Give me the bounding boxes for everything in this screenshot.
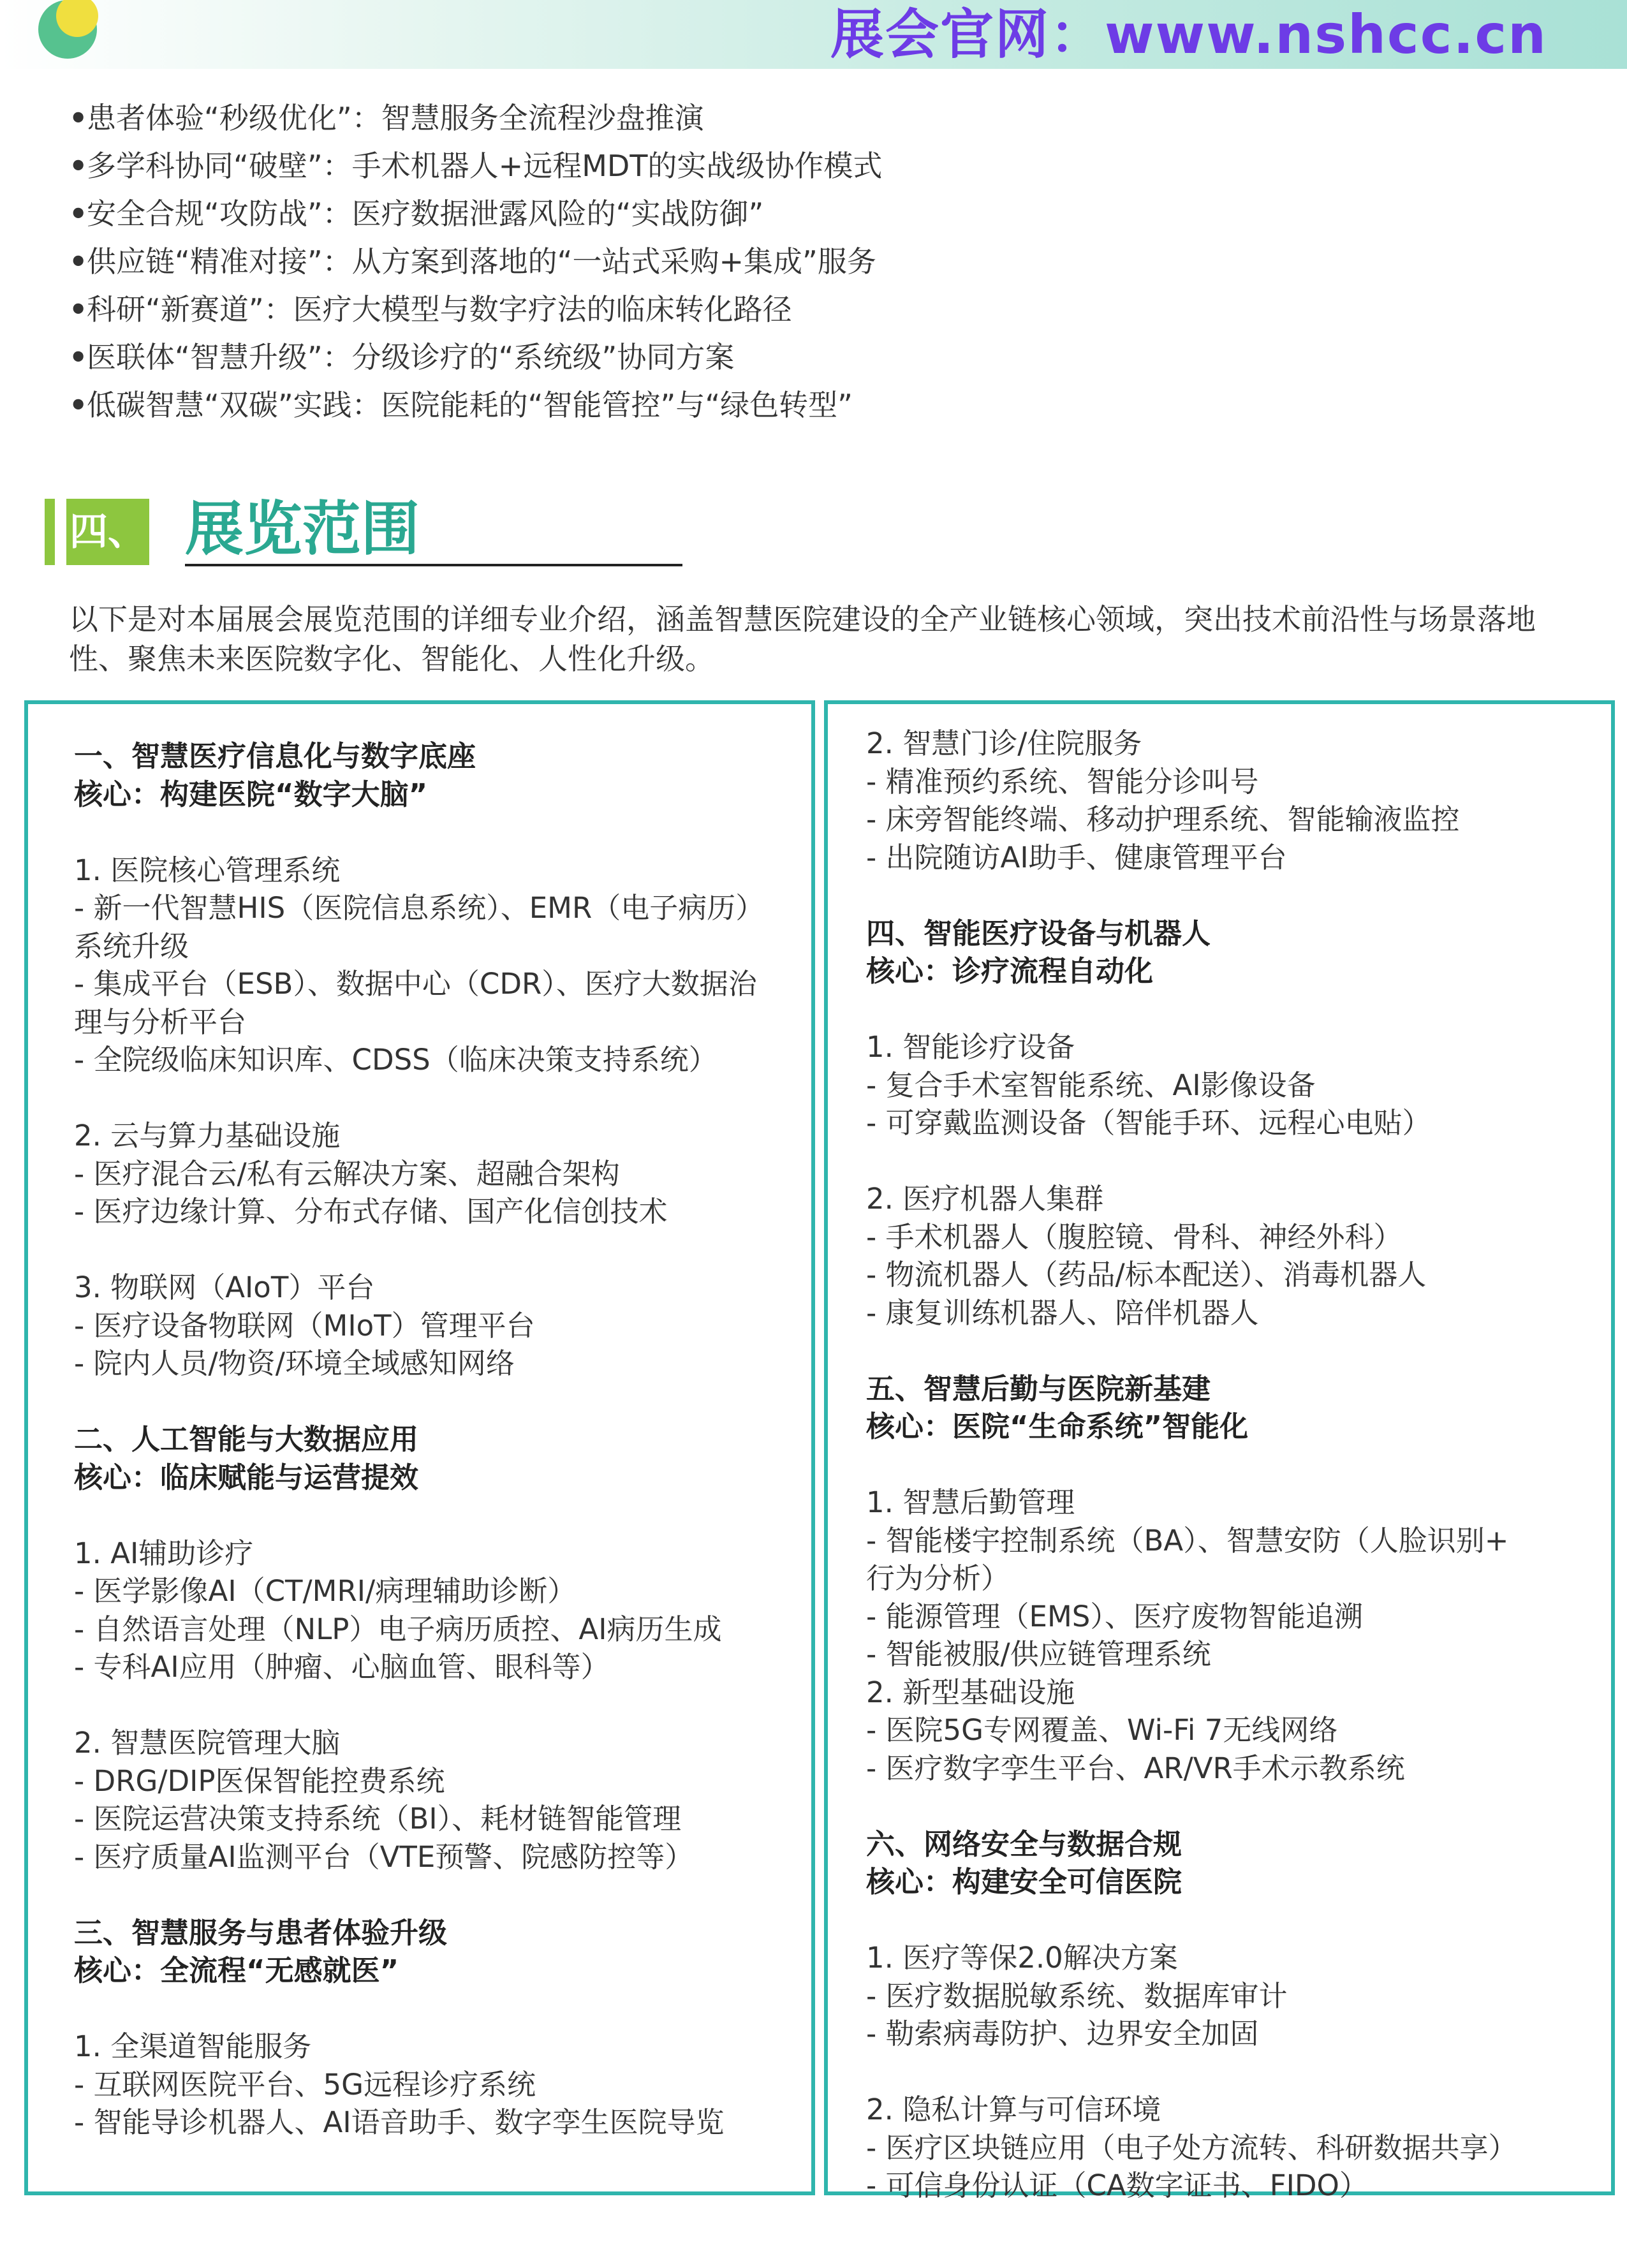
highlights-list [69, 94, 882, 429]
content-line: 系统升级 [74, 929, 189, 963]
content-line: - 互联网医院平台、5G远程诊疗系统 [74, 2067, 536, 2102]
highlight-item [69, 190, 882, 238]
content-line: 行为分析） [866, 1561, 1010, 1595]
spacer [74, 1686, 807, 1725]
spacer [866, 990, 1606, 1029]
content-line: 2. 医疗机器人集群 [866, 1182, 1104, 1216]
content-line: - 智能被服/供应链管理系统 [866, 1637, 1211, 1671]
category-heading: 一、智慧医疗信息化与数字底座 [74, 739, 476, 773]
left-column [74, 737, 807, 2142]
content-line: 1. 智慧后勤管理 [866, 1485, 1075, 1519]
spacer [74, 1496, 807, 1535]
category-heading: 核心：全流程“无感就医” [74, 1954, 399, 1987]
content-line: 1. 全渠道智能服务 [74, 2029, 312, 2063]
bullet-icon: • [69, 388, 88, 422]
content-line: - 自然语言处理（NLP）电子病历质控、AI病历生成 [74, 1612, 722, 1646]
content-line: 1. 医疗等保2.0解决方案 [866, 1941, 1178, 1975]
category-heading: 核心：构建医院“数字大脑” [74, 777, 428, 811]
section-accent-bar [45, 499, 55, 565]
highlight-item [69, 142, 882, 190]
content-line: - 医学影像AI（CT/MRI/病理辅助诊断） [74, 1574, 577, 1608]
content-line: - 出院随访AI助手、健康管理平台 [866, 840, 1287, 874]
content-line: - 康复训练机器人、陪伴机器人 [866, 1295, 1259, 1330]
content-line: - 医院运营决策支持系统（BI）、耗材链智能管理 [74, 1802, 682, 1836]
category-heading: 五、智慧后勤与医院新基建 [866, 1371, 1211, 1406]
content-line: 2. 智慧医院管理大脑 [74, 1726, 341, 1760]
bullet-icon: • [69, 149, 88, 183]
content-line: 2. 新型基础设施 [866, 1675, 1075, 1709]
spacer [866, 1446, 1606, 1484]
content-line: - 床旁智能终端、移动护理系统、智能输液监控 [866, 802, 1460, 836]
highlight-text: 供应链“精准对接”：从方案到落地的“一站式采购+集成”服务 [87, 244, 876, 279]
highlight-item [69, 286, 882, 334]
spacer [74, 1876, 807, 1914]
content-line: - 智能楼宇控制系统（BA）、智慧安防（人脸识别+ [866, 1523, 1509, 1557]
content-line: - 医疗边缘计算、分布式存储、国产化信创技术 [74, 1195, 668, 1228]
content-line: - 医疗质量AI监测平台（VTE预警、院感防控等） [74, 1839, 694, 1874]
content-line: - 医疗区块链应用（电子处方流转、科研数据共享） [866, 2130, 1517, 2165]
content-line: 理与分析平台 [74, 1005, 247, 1039]
highlight-text: 科研“新赛道”：医疗大模型与数字疗法的临床转化路径 [87, 292, 792, 327]
bullet-icon: • [69, 292, 88, 327]
content-line: - 物流机器人（药品/标本配送）、消毒机器人 [866, 1258, 1427, 1292]
highlight-item [69, 94, 882, 142]
content-line: - 复合手术室智能系统、AI影像设备 [866, 1068, 1316, 1102]
bullet-icon: • [69, 196, 88, 231]
content-line: - 医疗数据脱敏系统、数据库审计 [866, 1978, 1288, 2013]
content-line: - DRG/DIP医保智能控费系统 [74, 1764, 445, 1798]
section-intro: 以下是对本届展会展览范围的详细专业介绍，涵盖智慧医院建设的全产业链核心领域，突出技术前沿性与场景落地性、聚焦未来医院数字化、智能化、人性化升级。 [69, 602, 1536, 676]
section-title-underline [185, 564, 682, 566]
content-line: - 全院级临床知识库、CDSS（临床决策支持系统） [74, 1043, 718, 1077]
spacer [74, 1990, 807, 2028]
category-heading: 核心：诊疗流程自动化 [866, 954, 1154, 988]
content-line: - 可信身份认证（CA数字证书、FIDO） [866, 2169, 1368, 2202]
spacer [866, 1787, 1606, 1825]
content-line: - 医疗数字孪生平台、AR/VR手术示教系统 [866, 1751, 1405, 1785]
category-heading: 六、网络安全与数据合规 [866, 1827, 1182, 1861]
content-line: - 手术机器人（腹腔镜、骨科、神经外科） [866, 1219, 1402, 1254]
bullet-icon: • [69, 101, 88, 135]
highlight-item [69, 381, 882, 429]
highlight-text: 多学科协同“破壁”：手术机器人+远程MDT的实战级协作模式 [87, 149, 883, 183]
content-line: - 勒索病毒防护、边界安全加固 [866, 2017, 1259, 2051]
spacer [866, 876, 1606, 915]
header-band [0, 0, 1627, 69]
content-line: - 医院5G专网覆盖、Wi-Fi 7无线网络 [866, 1713, 1338, 1747]
spacer [74, 813, 807, 851]
content-line: - 可穿戴监测设备（智能手环、远程心电贴） [866, 1106, 1431, 1140]
content-line: 1. 医院核心管理系统 [74, 853, 341, 887]
content-line: - 集成平台（ESB）、数据中心（CDR）、医疗大数据治 [74, 967, 757, 1001]
content-line: 1. AI辅助诊疗 [74, 1536, 254, 1570]
content-line: - 智能导诊机器人、AI语音助手、数字孪生医院导览 [74, 2105, 725, 2139]
spacer [74, 1383, 807, 1421]
spacer [74, 1231, 807, 1269]
category-heading: 三、智慧服务与患者体验升级 [74, 1915, 448, 1950]
bullet-icon: • [69, 244, 88, 279]
highlight-text: 医联体“智慧升级”：分级诊疗的“系统级”协同方案 [87, 340, 735, 374]
bullet-icon: • [69, 340, 88, 374]
category-heading: 核心：临床赋能与运营提效 [74, 1460, 419, 1494]
highlight-item [69, 238, 882, 286]
content-line: - 院内人员/物资/环境全域感知网络 [74, 1346, 515, 1380]
category-heading: 核心：构建安全可信医院 [866, 1865, 1182, 1899]
content-line: 1. 智能诊疗设备 [866, 1030, 1075, 1064]
spacer [74, 1079, 807, 1117]
content-line: 3. 物联网（AIoT）平台 [74, 1270, 375, 1304]
spacer [866, 1142, 1606, 1181]
category-heading: 核心：医院“生命系统”智能化 [866, 1410, 1249, 1443]
content-line: - 专科AI应用（肿瘤、心脑血管、眼科等） [74, 1650, 610, 1684]
content-line: - 能源管理（EMS）、医疗废物智能追溯 [866, 1599, 1363, 1633]
spacer [866, 1332, 1606, 1370]
logo-icon [33, 0, 103, 64]
content-line: 2. 隐私计算与可信环境 [866, 2093, 1161, 2126]
spacer [866, 1901, 1606, 1940]
highlight-item [69, 334, 882, 381]
spacer [866, 2053, 1606, 2091]
category-heading: 二、人工智能与大数据应用 [74, 1422, 419, 1456]
category-heading: 四、智能医疗设备与机器人 [866, 916, 1211, 950]
section-number: 四、 [66, 499, 149, 565]
right-column [866, 725, 1606, 2205]
content-line: 2. 云与算力基础设施 [74, 1119, 341, 1152]
section-title: 展览范围 [185, 495, 420, 563]
content-line: 2. 智慧门诊/住院服务 [866, 726, 1142, 760]
highlight-text: 低碳智慧“双碳”实践：医院能耗的“智能管控”与“绿色转型” [87, 388, 853, 422]
content-line: - 精准预约系统、智能分诊叫号 [866, 764, 1259, 799]
website-label: 展会官网：www.nshcc.cn [830, 3, 1547, 66]
highlight-text: 安全合规“攻防战”：医疗数据泄露风险的“实战防御” [87, 196, 764, 231]
content-line: - 新一代智慧HIS（医院信息系统）、EMR（电子病历） [74, 891, 765, 925]
highlight-text: 患者体验“秒级优化”：智慧服务全流程沙盘推演 [87, 101, 704, 135]
content-line: - 医疗混合云/私有云解决方案、超融合架构 [74, 1156, 620, 1191]
content-line: - 医疗设备物联网（MIoT）管理平台 [74, 1308, 535, 1343]
